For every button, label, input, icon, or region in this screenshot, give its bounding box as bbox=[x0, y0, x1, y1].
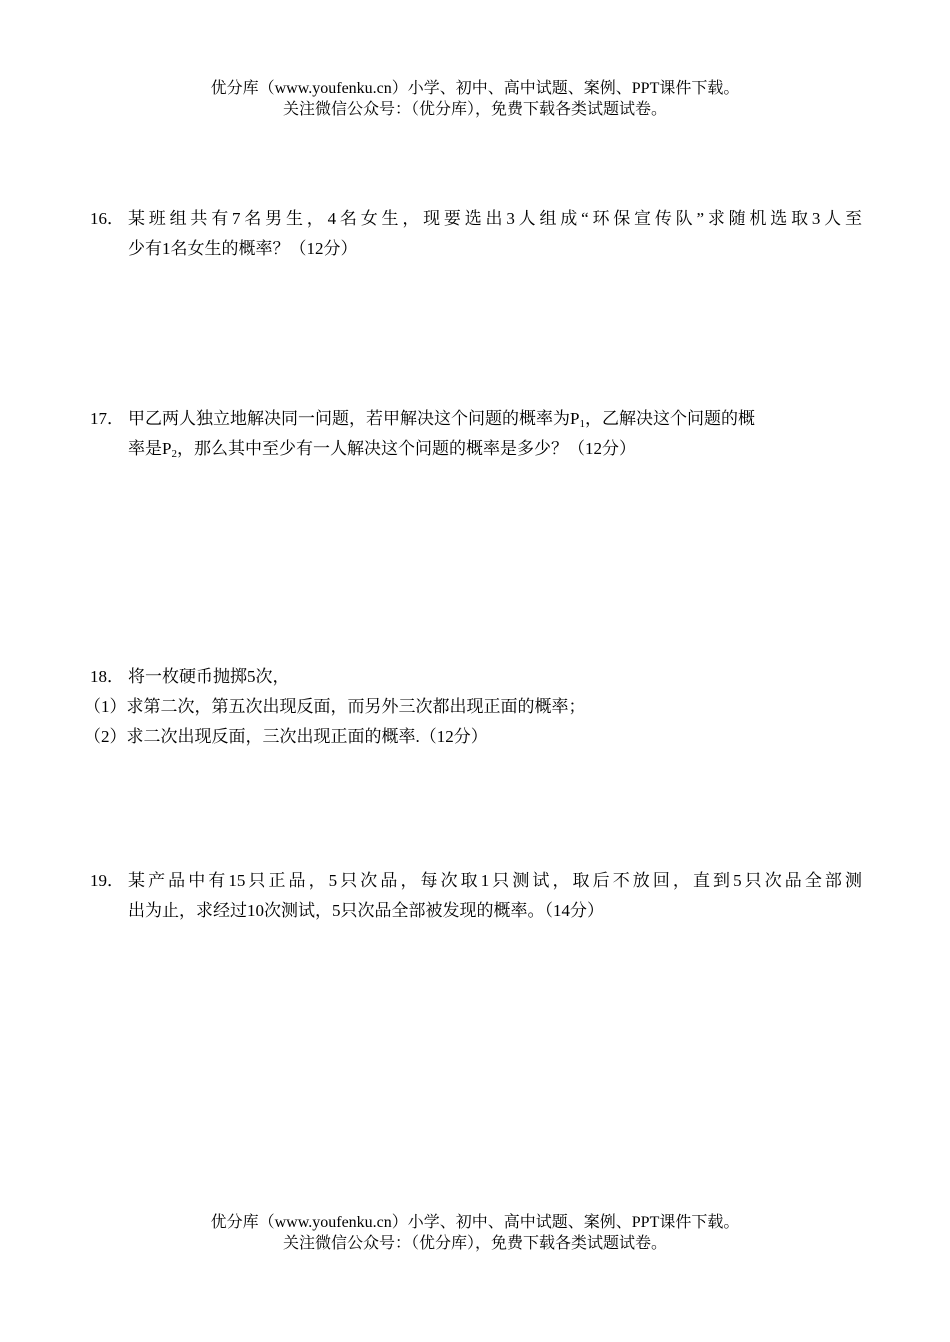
question-text-line-1: 某产品中有15只正品，5只次品，每次取1只测试，取后不放回，直到5只次品全部测 bbox=[128, 871, 862, 890]
header-line-1: 优分库（www.youfenku.cn）小学、初中、高中试题、案例、PPT课件下载。 bbox=[210, 80, 740, 97]
question-number: 17． bbox=[90, 409, 124, 428]
text-segment: 率是P bbox=[128, 439, 172, 458]
question-text-line-2: 出为止，求经过10次测试，5只次品全部被发现的概率。（14分） bbox=[128, 901, 604, 920]
question-number: 16． bbox=[90, 209, 124, 228]
footer-line-1: 优分库（www.youfenku.cn）小学、初中、高中试题、案例、PPT课件下载。 bbox=[210, 1214, 740, 1231]
question-stem: 将一枚硬币抛掷5次， bbox=[128, 667, 290, 686]
page-header bbox=[0, 78, 950, 120]
question-text-line-1 bbox=[128, 404, 862, 434]
question-part-2: （2）求二次出现反面，三次出现正面的概率.（12分） bbox=[84, 727, 488, 746]
text-segment: ，那么其中至少有一人解决这个问题的概率是多少？（12分） bbox=[176, 439, 636, 458]
question-text-line-2 bbox=[128, 434, 862, 464]
question-number: 18． bbox=[90, 667, 124, 686]
header-line-2: 关注微信公众号：（优分库），免费下载各类试题试卷。 bbox=[282, 101, 667, 118]
text-segment: ，乙解决这个问题的概 bbox=[584, 409, 755, 428]
question-text-line-1: 某班组共有7名男生，4名女生，现要选出3人组成“环保宣传队”求随机选取3人至 bbox=[128, 209, 862, 228]
question-part-1: （1）求第二次，第五次出现反面，而另外三次都出现正面的概率； bbox=[84, 697, 586, 716]
footer-line-2: 关注微信公众号：（优分库），免费下载各类试题试卷。 bbox=[282, 1235, 667, 1252]
subscript: 1 bbox=[579, 418, 585, 430]
question-17 bbox=[90, 404, 862, 464]
subscript: 2 bbox=[171, 448, 177, 460]
question-number: 19． bbox=[90, 871, 124, 890]
question-text-line-2: 少有1名女生的概率？（12分） bbox=[128, 239, 358, 258]
question-16 bbox=[90, 204, 862, 264]
question-19 bbox=[90, 866, 862, 926]
page-footer bbox=[0, 1212, 950, 1254]
text-segment: 甲乙两人独立地解决同一问题，若甲解决这个问题的概率为P bbox=[128, 409, 580, 428]
question-18 bbox=[84, 662, 862, 752]
